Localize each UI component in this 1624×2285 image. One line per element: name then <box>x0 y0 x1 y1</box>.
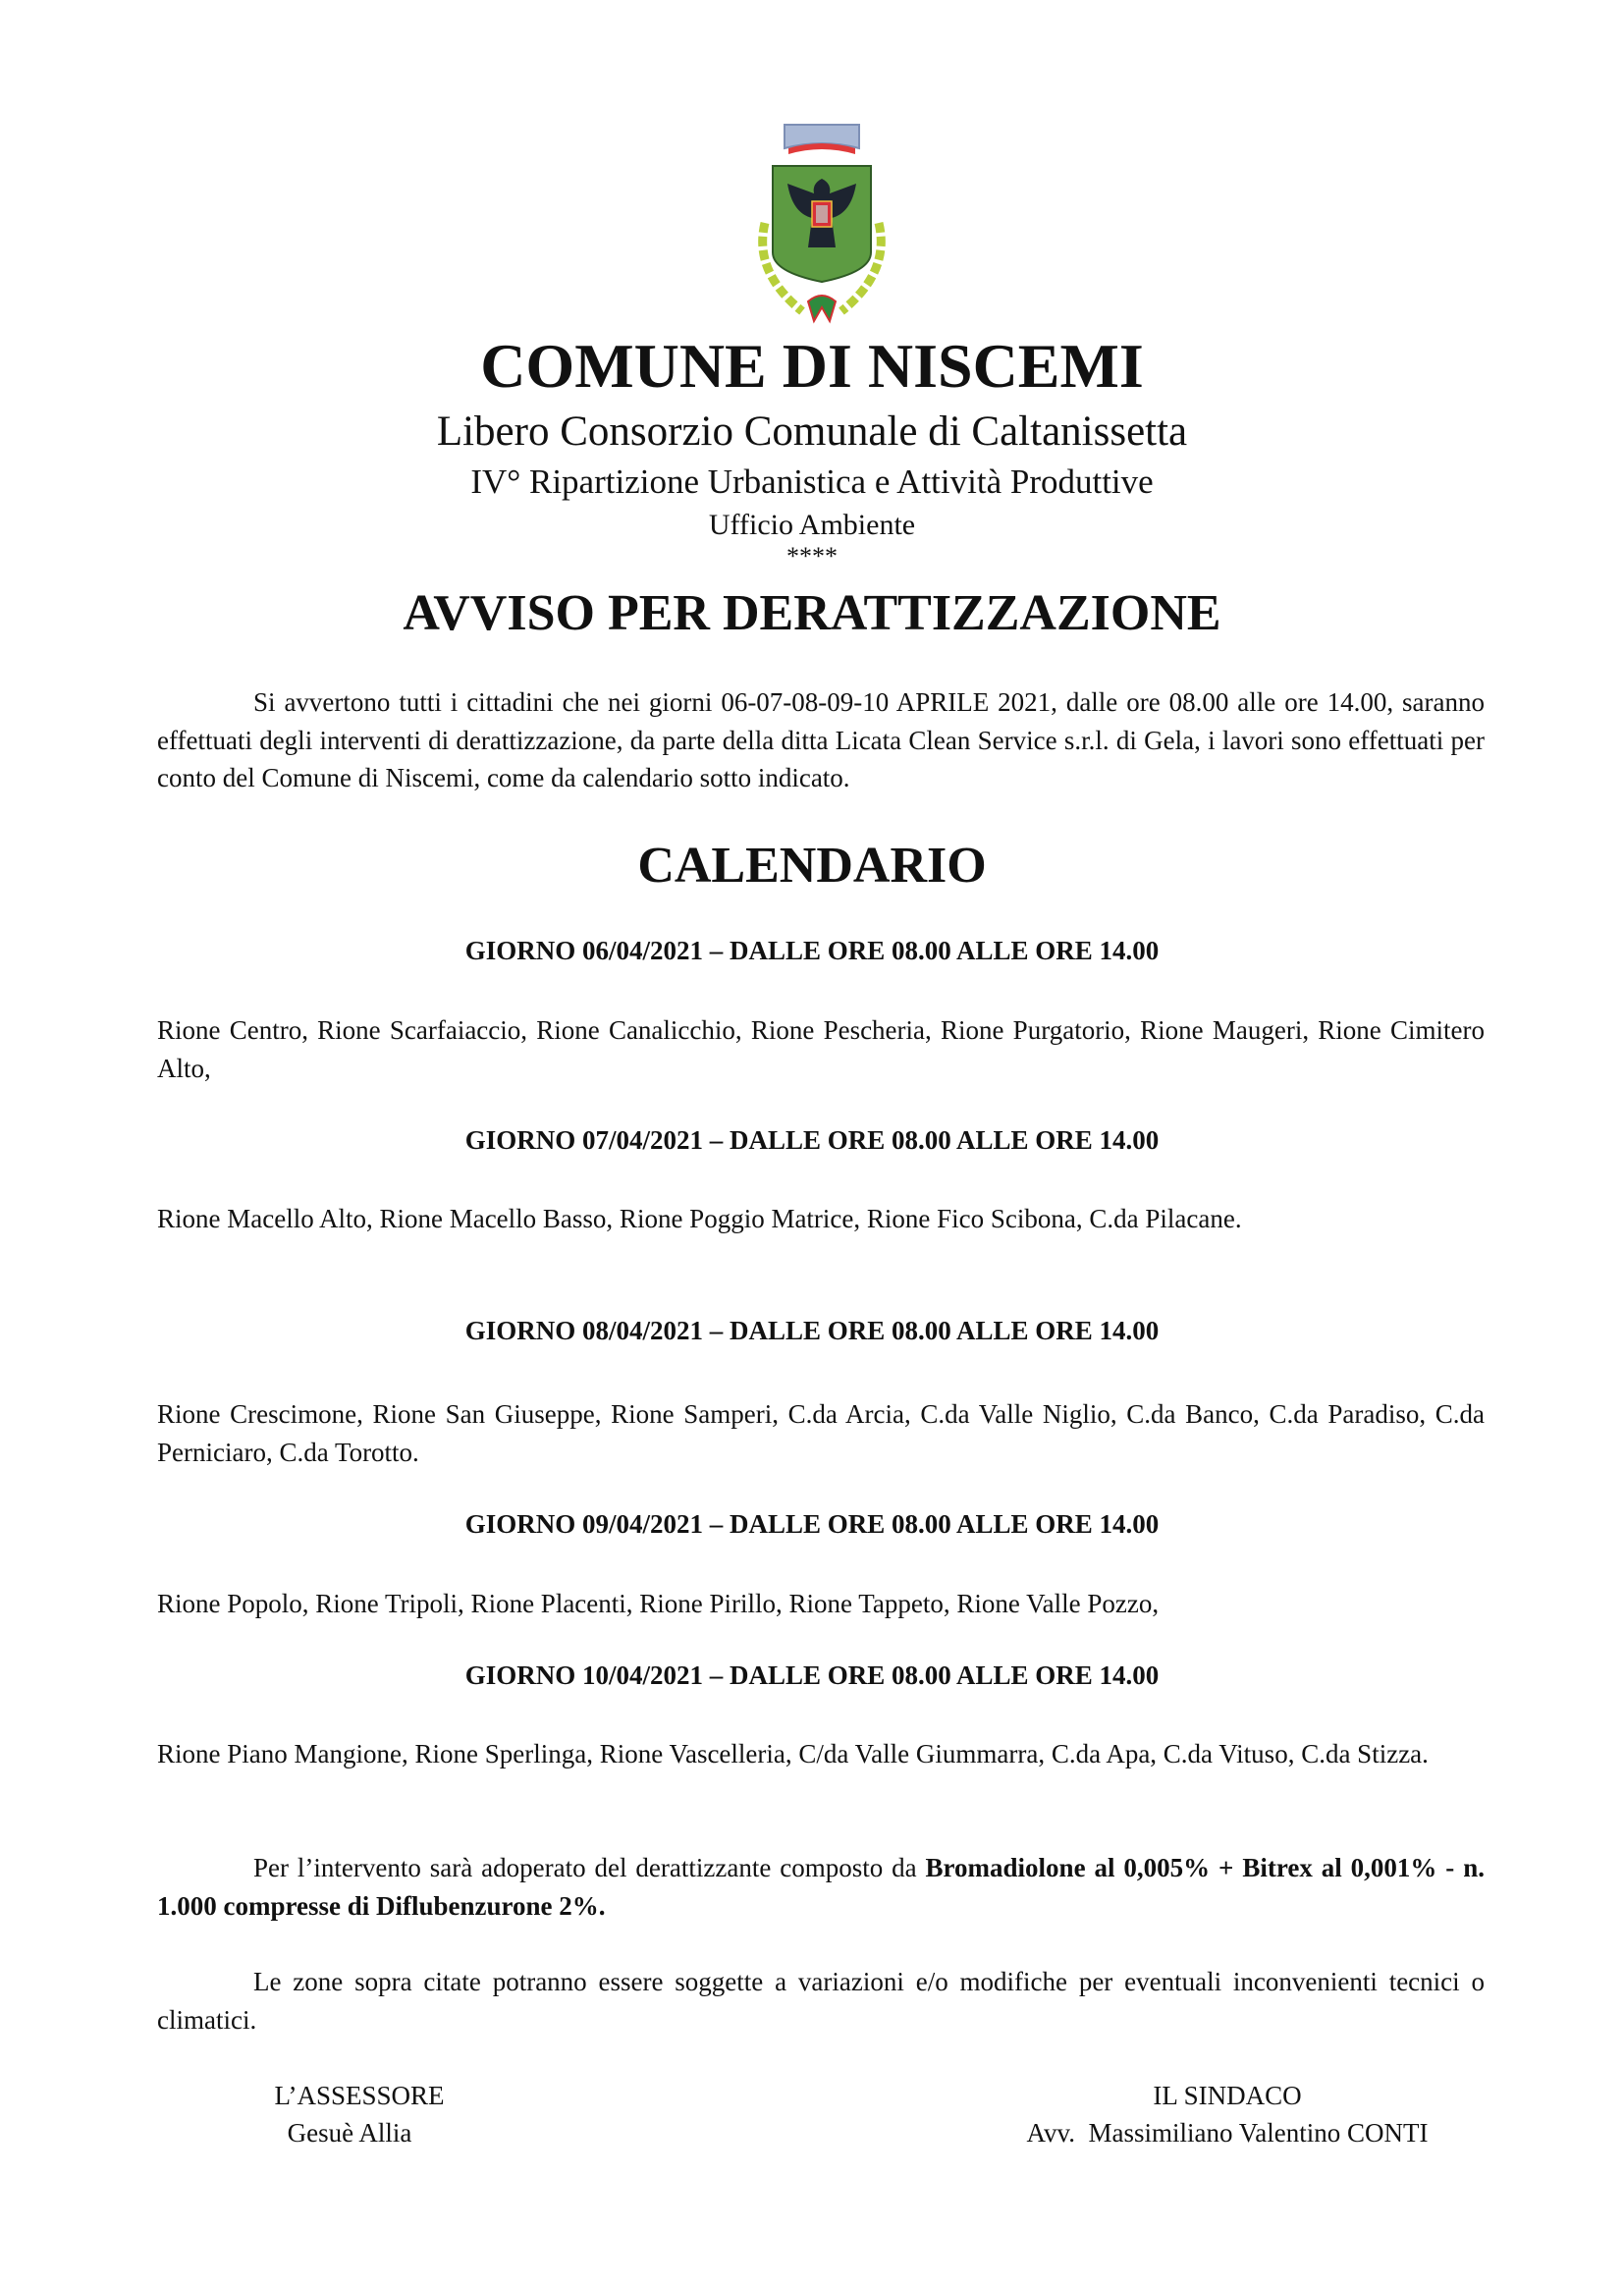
calendar-title: CALENDARIO <box>637 838 987 894</box>
day-heading: GIORNO 10/04/2021 – DALLE ORE 08.00 ALLE ORE 14.00 <box>464 1660 1160 1690</box>
day-heading: GIORNO 08/04/2021 – DALLE ORE 08.00 ALLE ORE 14.00 <box>464 1316 1160 1345</box>
day-zones: Rione Centro, Rione Scarfaiaccio, Rione Canalicchio, Rione Pescheria, Rione Purgatorio, Rione Maugeri, Rione Cimitero Alto, <box>157 1015 1485 1083</box>
separator: **** <box>786 542 838 571</box>
product-composition: Bromadiolone al 0,005% + Bitrex al 0,001% - n. 1.000 compresse di Diflubenzurone 2%. <box>157 1853 1485 1921</box>
disclaimer-paragraph: Le zone sopra citate potranno essere soggette a variazioni e/o modifiche per eventuali inconvenienti tecnici o climatici. <box>157 1967 1485 2035</box>
sindaco-name: Avv. Massimiliano Valentino CONTI <box>1026 2118 1429 2148</box>
day-zones: Rione Piano Mangione, Rione Sperlinga, Rione Vascelleria, C/da Valle Giummarra, C.da Apa, C.da Vituso, C.da Stizza. <box>157 1739 1429 1768</box>
product-text: Per l’intervento sarà adoperato del derattizzante composto da <box>253 1853 926 1882</box>
day-zones: Rione Crescimone, Rione San Giuseppe, Rione Samperi, C.da Arcia, C.da Valle Niglio, C.da Banco, C.da Paradiso, C.da Perniciaro, C.da Torotto. <box>157 1399 1485 1467</box>
day-heading: GIORNO 09/04/2021 – DALLE ORE 08.00 ALLE ORE 14.00 <box>464 1509 1160 1539</box>
product-paragraph <box>157 1849 1485 1925</box>
day-zones: Rione Macello Alto, Rione Macello Basso, Rione Poggio Matrice, Rione Fico Scibona, C.da Pilacane. <box>157 1204 1242 1233</box>
signature-right <box>943 2077 1512 2151</box>
assessore-role: L’ASSESSORE <box>274 2081 445 2110</box>
intro-paragraph: Si avvertono tutti i cittadini che nei giorni 06-07-08-09-10 APRILE 2021, dalle ore 08.00 alle ore 14.00, saranno effettuati degli interventi di derattizzazione, da parte della ditta Licata Clean Service s.r.l. di Gela, i lavori sono effettuati per conto del Comune di Niscemi, come da calendario sotto indicato. <box>157 687 1485 792</box>
day-heading: GIORNO 06/04/2021 – DALLE ORE 08.00 ALLE ORE 14.00 <box>464 936 1160 965</box>
assessore-name: Gesuè Allia <box>287 2118 412 2148</box>
subtitle-ufficio: Ufficio Ambiente <box>708 509 916 541</box>
day-zones: Rione Popolo, Rione Tripoli, Rione Placenti, Rione Pirillo, Rione Tappeto, Rione Valle Pozzo, <box>157 1589 1160 1618</box>
subtitle-ripartizione: IV° Ripartizione Urbanistica e Attività Produttive <box>470 462 1154 501</box>
sindaco-role: IL SINDACO <box>1153 2081 1302 2110</box>
day-heading: GIORNO 07/04/2021 – DALLE ORE 08.00 ALLE ORE 14.00 <box>464 1125 1160 1155</box>
subtitle-consorzio: Libero Consorzio Comunale di Caltanissetta <box>436 408 1188 455</box>
notice-title: AVVISO PER DERATTIZZAZIONE <box>403 585 1221 641</box>
coat-of-arms-logo <box>743 115 900 327</box>
signature-left <box>232 2077 487 2151</box>
municipality-title: COMUNE DI NISCEMI <box>480 331 1144 401</box>
